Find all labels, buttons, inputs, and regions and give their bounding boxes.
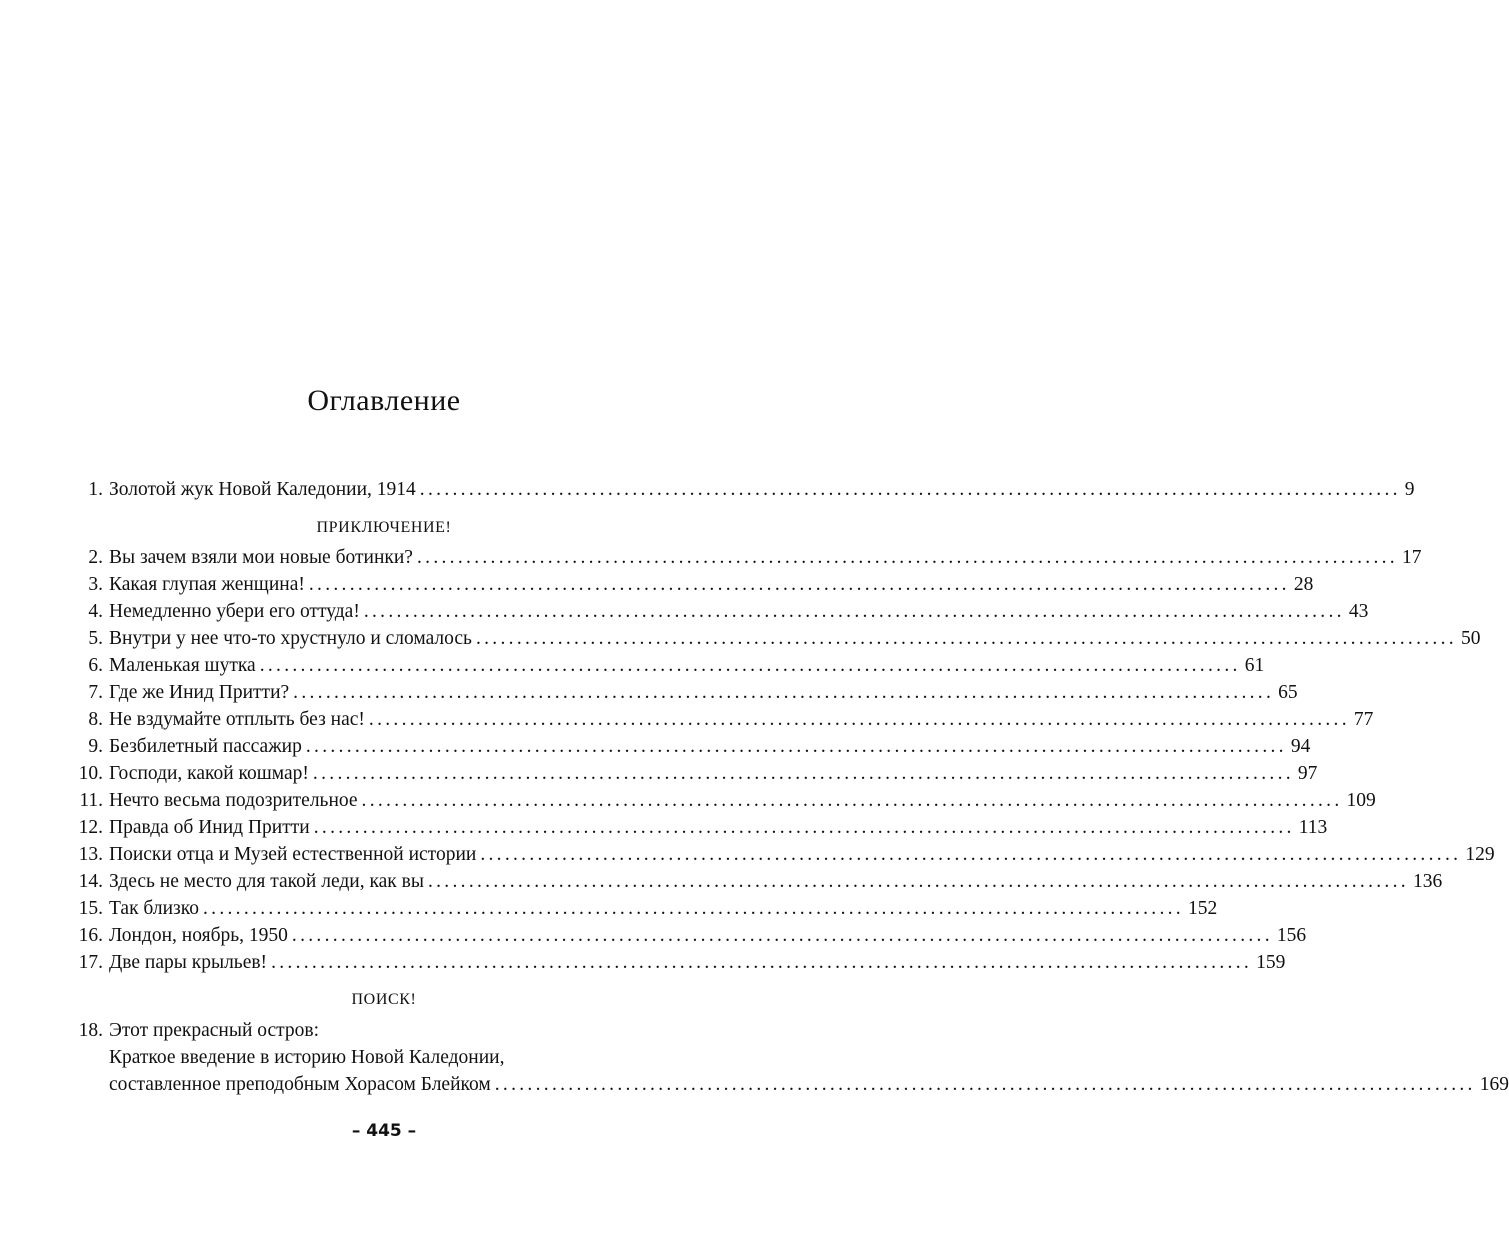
- toc-entry: [0, 733, 1311, 760]
- entry-number: 15.: [78, 898, 103, 919]
- dot-leader: ........................................................................................................................: [419, 479, 1401, 500]
- entry-page: 50: [1460, 628, 1481, 649]
- dot-leader: ........................................................................................................................: [305, 736, 1287, 757]
- entry-number: 6.: [88, 655, 103, 676]
- toc-entry: [0, 706, 1374, 733]
- toc-entry: [0, 895, 1218, 922]
- dot-leader: ........................................................................................................................: [271, 952, 1253, 973]
- entry-number: 13.: [78, 844, 103, 865]
- entry-title: Лондон, ноябрь, 1950: [109, 925, 288, 946]
- entry-number: 2.: [88, 547, 103, 568]
- entry-title: Немедленно убери его оттуда!: [109, 601, 360, 622]
- intro-entries: [0, 476, 1415, 503]
- entry-page: 9: [1404, 479, 1415, 500]
- entry-page: 43: [1348, 601, 1369, 622]
- dot-leader: ........................................................................................................................: [313, 817, 1295, 838]
- entry-title: Золотой жук Новой Каледонии, 1914: [109, 479, 416, 500]
- adventure-entries: [0, 544, 1495, 976]
- dot-leader: ........................................................................................................................: [361, 790, 1343, 811]
- toc-entry: [0, 922, 1307, 949]
- toc-entry: [0, 598, 1369, 625]
- entry-title: Вы зачем взяли мои новые ботинки?: [109, 547, 413, 568]
- entry-title: Здесь не место для такой леди, как вы: [109, 871, 424, 892]
- entry-page: 97: [1297, 763, 1318, 784]
- toc-entry-18: [0, 1017, 768, 1044]
- entry-number: 3.: [88, 574, 103, 595]
- entry-number: 17.: [78, 952, 103, 973]
- toc-entry: [0, 652, 1265, 679]
- entry-title: Поиски отца и Музей естественной истории: [109, 844, 477, 865]
- toc-entry-18-line2: [0, 1044, 768, 1071]
- entry-number: 16.: [78, 925, 103, 946]
- toc-entry: [0, 868, 1443, 895]
- entry-title: Не вздумайте отплыть без нас!: [109, 709, 365, 730]
- dot-leader: ........................................................................................................................: [368, 709, 1350, 730]
- toc-entry: [0, 760, 1318, 787]
- dot-leader: ........................................................................................................................: [427, 871, 1409, 892]
- entry-page: 159: [1256, 952, 1286, 973]
- toc-entry: [0, 571, 1314, 598]
- entry-title: Господи, какой кошмар!: [109, 763, 309, 784]
- entry-title: Правда об Инид Притти: [109, 817, 310, 838]
- entry-title: Безбилетный пассажир: [109, 736, 302, 757]
- dot-leader: ........................................................................................................................: [308, 574, 1290, 595]
- entry-page: 17: [1401, 547, 1422, 568]
- entry-number: 7.: [88, 682, 103, 703]
- toc-entry: [0, 476, 1415, 503]
- entry-page: 61: [1244, 655, 1265, 676]
- entry-title: Внутри у нее что-то хрустнуло и сломалось: [109, 628, 472, 649]
- toc-entry: [0, 544, 1422, 571]
- entry-number: 11.: [79, 790, 103, 811]
- page-title: Оглавление: [307, 384, 461, 417]
- toc-entry: [0, 841, 1495, 868]
- dot-leader: ........................................................................................................................: [259, 655, 1241, 676]
- entry-title: Нечто весьма подозрительное: [109, 790, 358, 811]
- entry-number: 8.: [88, 709, 103, 730]
- entry-title: Маленькая шутка: [109, 655, 256, 676]
- entry-page: 109: [1346, 790, 1376, 811]
- entry-page: 94: [1290, 736, 1311, 757]
- dot-leader: ........................................................................................................................: [293, 682, 1275, 703]
- entry-page: 169: [1479, 1074, 1509, 1095]
- entry-number: 18.: [78, 1020, 103, 1041]
- dot-leader: ........................................................................................................................: [416, 547, 1398, 568]
- entry-title: Так близко: [109, 898, 199, 919]
- entry-page: 156: [1276, 925, 1307, 946]
- entry-number: 9.: [88, 736, 103, 757]
- dot-leader: ........................................................................................................................: [480, 844, 1462, 865]
- dot-leader: ........................................................................................................................: [475, 628, 1457, 649]
- section-heading-search: ПОИСК!: [351, 991, 417, 1008]
- page-number: – 445 –: [351, 1121, 417, 1141]
- entry-page: 152: [1187, 898, 1218, 919]
- toc-entry: [0, 679, 1298, 706]
- entry-number: 5.: [88, 628, 103, 649]
- entry-title: Какая глупая женщина!: [109, 574, 305, 595]
- toc-entry: [0, 814, 1328, 841]
- entry-number: 4.: [88, 601, 103, 622]
- dot-leader: ........................................................................................................................: [202, 898, 1184, 919]
- table-of-contents: [0, 476, 1509, 1098]
- dot-leader: ........................................................................................................................: [494, 1074, 1476, 1095]
- entry-page: 77: [1353, 709, 1374, 730]
- entry-number: 14.: [78, 871, 103, 892]
- entry-title: Где же Инид Притти?: [109, 682, 290, 703]
- dot-leader: ........................................................................................................................: [291, 925, 1273, 946]
- entry-page: 136: [1412, 871, 1443, 892]
- toc-entry: [0, 949, 1286, 976]
- entry-page: 129: [1465, 844, 1495, 865]
- entry-title: Две пары крыльев!: [109, 952, 268, 973]
- entry-number: 10.: [78, 763, 103, 784]
- section-heading-adventure: ПРИКЛЮЧЕНИЕ!: [316, 519, 452, 536]
- dot-leader: ........................................................................................................................: [363, 601, 1345, 622]
- entry-page: 28: [1293, 574, 1314, 595]
- entry-number: 12.: [78, 817, 103, 838]
- toc-entry: [0, 787, 1376, 814]
- entry-title-line3: составленное преподобным Хорасом Блейком: [109, 1074, 491, 1095]
- toc-entry-18-line3: [0, 1071, 1509, 1098]
- entry-title-line2: Краткое введение в историю Новой Каледонии,: [109, 1047, 505, 1068]
- entry-page: 113: [1298, 817, 1328, 838]
- toc-entry: [0, 625, 1481, 652]
- entry-number: 1.: [88, 479, 103, 500]
- entry-page: 65: [1278, 682, 1298, 703]
- entry-title-line1: Этот прекрасный остров:: [109, 1020, 320, 1041]
- dot-leader: ........................................................................................................................: [312, 763, 1294, 784]
